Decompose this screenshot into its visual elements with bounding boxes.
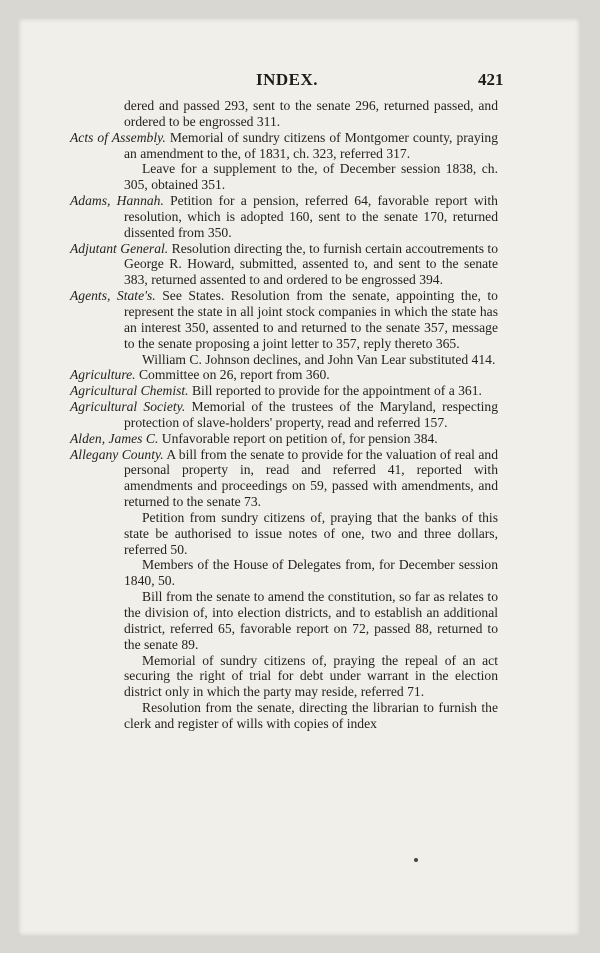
index-content	[70, 98, 498, 732]
index-entry	[70, 447, 498, 510]
entry-heading: Agricultural Chemist.	[70, 383, 189, 399]
index-entry	[70, 130, 498, 162]
index-continuation	[70, 98, 498, 130]
entry-heading: Acts of Assembly.	[70, 129, 166, 145]
entry-text: Members of the House of Delegates from, for December session 1840, 50.	[124, 557, 498, 589]
entry-text: Unfavorable report on petition of, for pension 384.	[161, 430, 438, 446]
index-subentry	[70, 653, 498, 701]
index-entry	[70, 399, 498, 431]
index-subentry	[70, 352, 498, 368]
entry-heading: Adams, Hannah.	[70, 193, 164, 209]
index-subentry	[70, 557, 498, 589]
entry-text: Committee on 26, report from 360.	[138, 367, 330, 383]
entry-text: Bill reported to provide for the appointment of a 361.	[191, 383, 482, 399]
page-title: INDEX.	[256, 70, 319, 89]
page-number: 421	[478, 70, 504, 89]
entry-text: William C. Johnson declines, and John Van Lear substituted 414.	[142, 351, 496, 367]
entry-heading: Agriculture.	[70, 367, 136, 383]
entry-heading: Alden, James C.	[70, 430, 159, 446]
page-header	[0, 70, 600, 90]
entry-text: Memorial of sundry citizens of, praying the repeal of an act securing the right of trial for debt under warrant in the election district only in which the party may reside, referred 71.	[124, 652, 498, 700]
index-subentry	[70, 161, 498, 193]
entry-text: Leave for a supplement to the, of December session 1838, ch. 305, obtained 351.	[124, 161, 498, 193]
index-entry	[70, 367, 498, 383]
entry-heading: Agricultural Society.	[70, 399, 186, 415]
entry-text: Resolution directing the, to furnish certain accoutrements to George R. Howard, submitted, assented to, and sent to the senate 383, returned assented to and ordered to be engrossed 394.	[124, 240, 498, 288]
entry-text: A bill from the senate to provide for the valuation of real and personal property in, read and referred 41, reported with amendments and proceedings on 59, passed with amendments, and returned to the senate 73.	[124, 446, 498, 510]
index-entry	[70, 193, 498, 241]
entry-heading: Allegany County.	[70, 446, 164, 462]
entry-text: Petition from sundry citizens of, praying that the banks of this state be authorised to issue notes of one, two and three dollars, referred 50.	[124, 509, 498, 557]
index-entry	[70, 241, 498, 289]
index-entry	[70, 288, 498, 351]
entry-text: dered and passed 293, sent to the senate 296, returned passed, and ordered to be engrossed 311.	[124, 98, 498, 129]
entry-text: Petition for a pension, referred 64, favorable report with resolution, which is adopted 160, sent to the senate 170, returned dissented from 350.	[124, 193, 498, 240]
entry-text: Bill from the senate to amend the constitution, so far as relates to the division of, into election districts, and to establish an additional district, referred 65, favorable report on 72, passed 88, returned to the senate 89.	[124, 589, 498, 652]
entry-heading: Agents, State's.	[70, 288, 156, 304]
index-subentry	[70, 700, 498, 732]
entry-text: See States. Resolution from the senate, appointing the, to represent the state in all joint stock companies in which the state has an interest 350, assented to and returned to the senate 357, message to the senate proposing a joint letter to 357, reply thereto 365.	[124, 288, 498, 351]
entry-text: Memorial of sundry citizens of Montgomer county, praying an amendment to the, of 1831, ch. 323, referred 317.	[124, 129, 498, 161]
index-subentry	[70, 510, 498, 558]
entry-text: Memorial of the trustees of the Maryland, respecting protection of slave-holders' property, read and referred 157.	[124, 399, 498, 430]
ink-spot	[414, 858, 418, 862]
entry-heading: Adjutant General.	[70, 240, 169, 256]
index-subentry	[70, 589, 498, 652]
index-entry	[70, 431, 498, 447]
index-entry	[70, 383, 498, 399]
entry-text: Resolution from the senate, directing the librarian to furnish the clerk and register of wills with copies of index	[124, 700, 498, 731]
